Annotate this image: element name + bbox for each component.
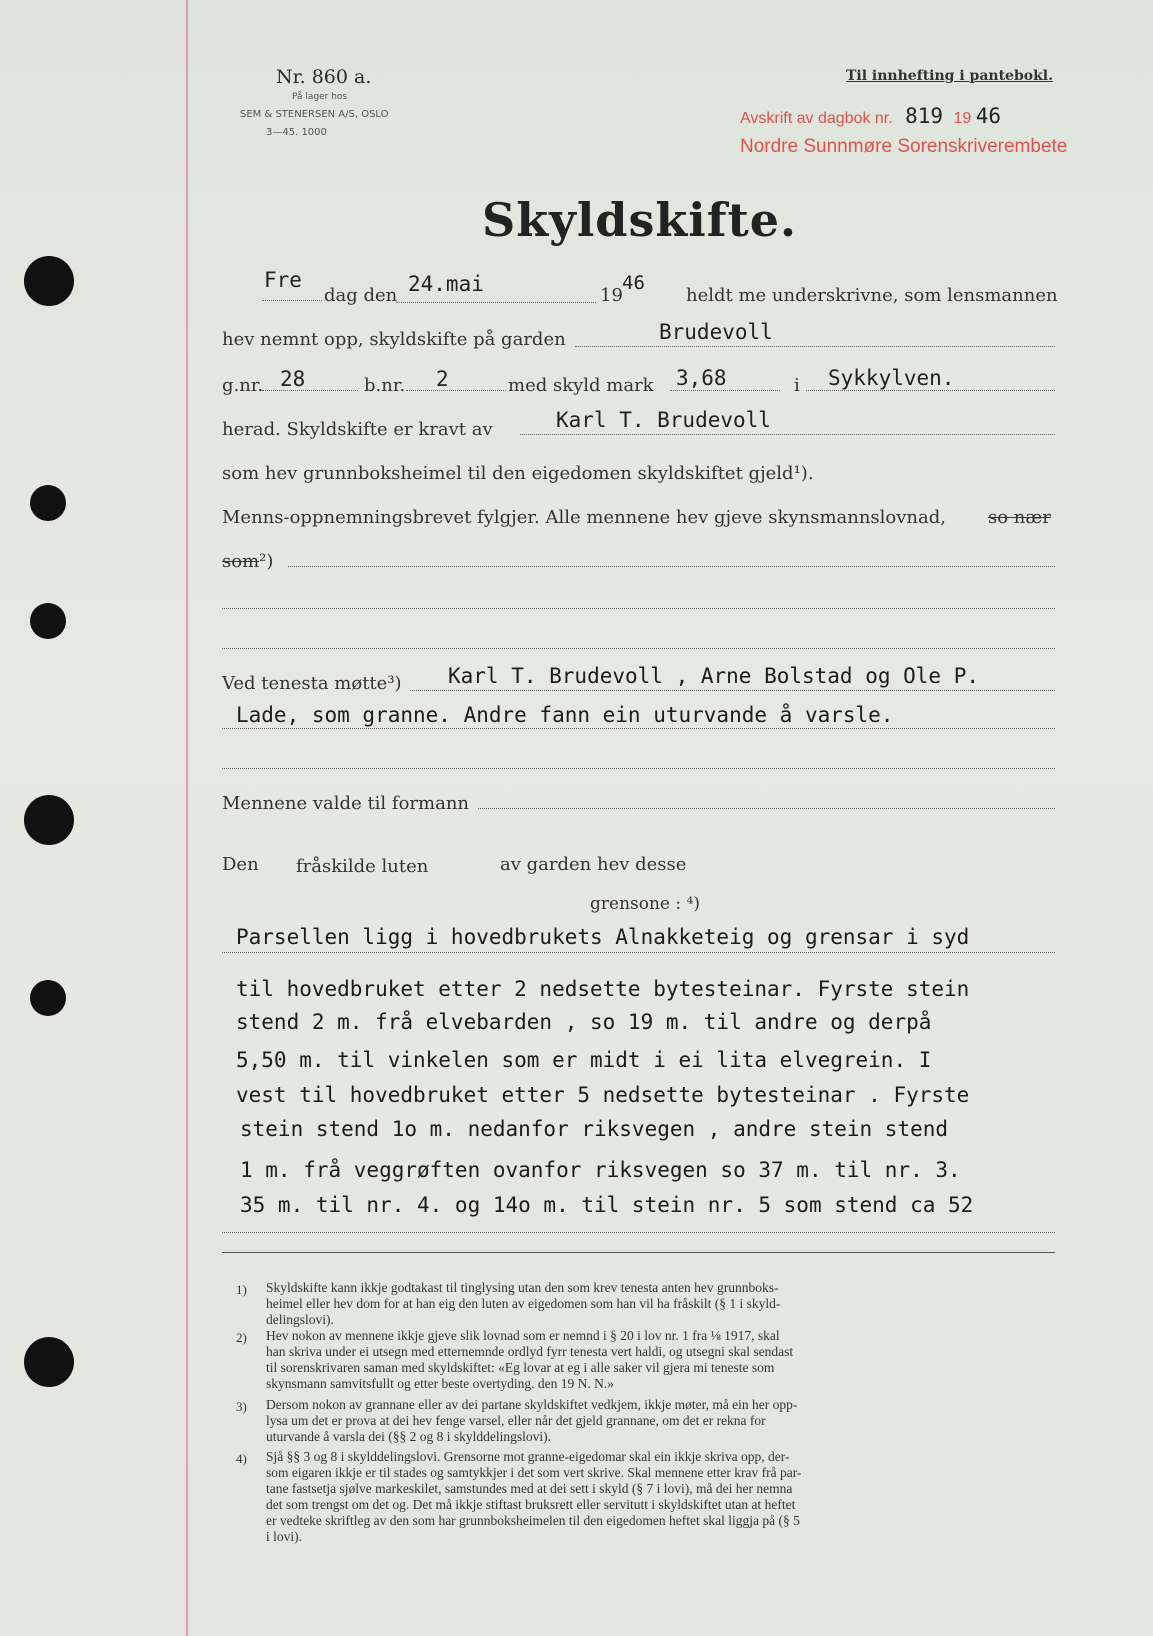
skyld-label: med skyld mark bbox=[508, 375, 654, 396]
footnote-line: til sorenskrivaren saman med skyldskiftet: «Eg lovar at eg i alle saker vil gjera mi teneste som bbox=[266, 1360, 775, 1375]
footnote-line: lysa um det er prova at dei hev fenge varsel, eller når det gjeld grannane, om det er rekna for bbox=[266, 1413, 766, 1428]
blank-line bbox=[806, 390, 1055, 391]
blank-line bbox=[670, 390, 780, 391]
bnr-value: 2 bbox=[436, 367, 449, 391]
dag-den-label: dag den bbox=[324, 285, 398, 306]
footnote-line: tane fastsetja sjølve markeskilet, samstundes med at dei sett i skyld (§ 7 i lovi), må dei her nemna bbox=[266, 1481, 793, 1496]
footnote-text bbox=[266, 1328, 793, 1392]
printer-line-3: 3—45. 1000 bbox=[266, 127, 327, 138]
binder-hole bbox=[24, 256, 74, 306]
lovnad-text: Menns-oppnemningsbrevet fylgjer. Alle mennene hev gjeve skynsmannslovnad, bbox=[222, 507, 946, 528]
body-line: stein stend 1o m. nedanfor riksvegen , andre stein stend bbox=[240, 1117, 949, 1141]
av-garden-label: av garden hev desse bbox=[500, 854, 687, 875]
body-line: til hovedbruket etter 2 nedsette bytesteinar. Fyrste stein bbox=[236, 977, 970, 1001]
stamp-office: Nordre Sunnmøre Sorenskriverembete bbox=[740, 136, 1068, 157]
mark-value: 3,68 bbox=[676, 366, 727, 390]
footnote-line: uturvande å varsla dei (§§ 2 og 8 i skylddelingslovi). bbox=[266, 1429, 551, 1444]
attendees-line-2: Lade, som granne. Andre fann ein uturvande å varsle. bbox=[236, 703, 894, 727]
footnote-line: heimel eller hev dom for at han eig den luten av eigedomen som han vil ha fråskilt (§ 1 i skyld- bbox=[266, 1296, 781, 1311]
footnote-line: det som trengst om det og. Det må ikkje stiftast bruksrett eller servitutt i skyldskiftet utan at heftet bbox=[266, 1497, 796, 1512]
binder-hole bbox=[30, 603, 66, 639]
luten-label: fråskilde luten bbox=[296, 856, 429, 877]
gnr-value: 28 bbox=[280, 367, 306, 391]
grensone-label: grensone : ⁴) bbox=[590, 894, 700, 914]
date-value: 24.mai bbox=[408, 272, 484, 296]
footnote-number: 3) bbox=[236, 1399, 247, 1414]
body-line: vest til hovedbruket etter 5 nedsette bytesteinar . Fyrste bbox=[236, 1083, 970, 1107]
body-line: Parsellen ligg i hovedbrukets Alnakketeig og grensar i syd bbox=[236, 925, 970, 949]
blank-line bbox=[222, 768, 1055, 769]
year-suffix: 46 bbox=[622, 272, 645, 294]
place-value: Sykkylven. bbox=[828, 366, 955, 390]
blank-line bbox=[406, 390, 506, 391]
blank-line bbox=[222, 608, 1055, 609]
binder-hole bbox=[30, 980, 66, 1016]
heimel-text: som hev grunnboksheimel til den eigedomen skyldskiftet gjeld¹). bbox=[222, 463, 814, 484]
footnote-line: Hev nokon av mennene ikkje gjeve slik lovnad som er nemnd i § 20 i lov nr. 1 fra ⅛ 1917, skal bbox=[266, 1328, 780, 1343]
bnr-label: b.nr. bbox=[364, 375, 406, 396]
footnote-line: Sjå §§ 3 og 8 i skylddelingslovi. Grensorne mot granne-eigedomar skal ein ikkje skriva opp, der- bbox=[266, 1449, 790, 1464]
dagbok-stamp bbox=[740, 104, 1001, 128]
body-line: 35 m. til nr. 4. og 14o m. til stein nr. 5 som stend ca 52 bbox=[240, 1193, 974, 1217]
printer-line-2: SEM & STENERSEN A/S, OSLO bbox=[240, 109, 389, 120]
garden-value: Brudevoll bbox=[659, 320, 773, 344]
footnote-number: 4) bbox=[236, 1451, 247, 1466]
printer-line-1: På lager hos bbox=[292, 92, 348, 102]
blank-line bbox=[410, 690, 1055, 691]
blank-line bbox=[222, 728, 1055, 729]
footnote-line: i lovi). bbox=[266, 1529, 302, 1544]
year-prefix: 19 bbox=[600, 285, 623, 306]
body-line: 1 m. frå veggrøften ovanfor riksvegen so 37 m. til nr. 3. bbox=[240, 1158, 961, 1182]
stamp-dagbok-nr: 819 bbox=[905, 104, 944, 128]
blank-line bbox=[575, 346, 1055, 347]
som-line bbox=[222, 551, 273, 572]
attendees-line-1: Karl T. Brudevoll , Arne Bolstad og Ole P. bbox=[448, 664, 980, 688]
blank-line bbox=[520, 434, 1055, 435]
garden-label: hev nemnt opp, skyldskifte på garden bbox=[222, 329, 566, 350]
binder-hole bbox=[30, 485, 66, 521]
footnote-line: Dersom nokon av grannane eller av dei partane skyldskiftet vedkjem, ikkje møter, må ein her opp- bbox=[266, 1397, 798, 1412]
stamp-year-prefix: 19 bbox=[953, 110, 972, 127]
struck-som: som bbox=[222, 551, 260, 572]
footnote-divider bbox=[222, 1252, 1055, 1253]
requester-name: Karl T. Brudevoll bbox=[556, 408, 771, 432]
stamp-year-suffix: 46 bbox=[975, 104, 1002, 128]
gnr-label: g.nr. bbox=[222, 375, 264, 396]
margin-line bbox=[186, 0, 188, 1636]
motte-label: Ved tenesta møtte³) bbox=[222, 673, 402, 694]
footnote-line: er vedteke skriftleg av den som har grunnboksheimelen til den eigedomen heftet skal liggja på (§ 5 bbox=[266, 1513, 800, 1528]
blank-line bbox=[396, 302, 596, 303]
blank-line bbox=[262, 300, 322, 301]
footnote-number: 2) bbox=[236, 1330, 247, 1345]
weekday-value: Fre bbox=[264, 268, 302, 292]
footnote-line: Skyldskifte kann ikkje godtakast til tinglysing utan den som krev tenesta anten hev grunnboks- bbox=[266, 1280, 779, 1295]
footnote-ref-2: ²) bbox=[259, 551, 274, 572]
page-title: Skyldskifte. bbox=[482, 193, 798, 247]
blank-line bbox=[222, 1232, 1055, 1233]
footnote-text bbox=[266, 1280, 780, 1328]
blank-line bbox=[262, 390, 358, 391]
footnote-text bbox=[266, 1449, 801, 1545]
stamp-prefix: Avskrift av dagbok nr. bbox=[740, 110, 893, 127]
den-label: Den bbox=[222, 854, 259, 875]
footnote-line: delingslovi). bbox=[266, 1312, 334, 1327]
struck-so-naer: so nær bbox=[988, 507, 1051, 528]
binder-hole bbox=[24, 1337, 74, 1387]
footnote-line: skynsmann samvitsfullt og etter beste overtyding. den 19 N. N.» bbox=[266, 1376, 614, 1391]
blank-line bbox=[478, 808, 1055, 809]
footnote-line: som eigaren ikkje er til stades og samtykkjer i det som vert skrive. Skal mennene etter krav frå par- bbox=[266, 1465, 802, 1480]
binder-hole bbox=[24, 795, 74, 845]
formann-label: Mennene valde til formann bbox=[222, 793, 469, 814]
i-label: i bbox=[794, 375, 800, 396]
blank-line bbox=[222, 952, 1055, 953]
body-line: 5,50 m. til vinkelen som er midt i ei lita elvegrein. I bbox=[236, 1048, 932, 1072]
footnote-number: 1) bbox=[236, 1282, 247, 1297]
heldt-text: heldt me underskrivne, som lensmannen bbox=[686, 285, 1058, 306]
footnote-line: han skriva under ei utsegn med etternemnde ordlyd fyrr tenesta vert haldi, og utsegni skal sendast bbox=[266, 1344, 794, 1359]
footnote-text bbox=[266, 1397, 797, 1445]
blank-line bbox=[222, 648, 1055, 649]
blank-line bbox=[288, 566, 1055, 567]
right-heading: Til innhefting i pantebokl. bbox=[846, 68, 1053, 84]
kravt-label: herad. Skyldskifte er kravt av bbox=[222, 419, 493, 440]
form-number: Nr. 860 a. bbox=[276, 66, 372, 88]
body-line: stend 2 m. frå elvebarden , so 19 m. til andre og derpå bbox=[236, 1010, 932, 1034]
